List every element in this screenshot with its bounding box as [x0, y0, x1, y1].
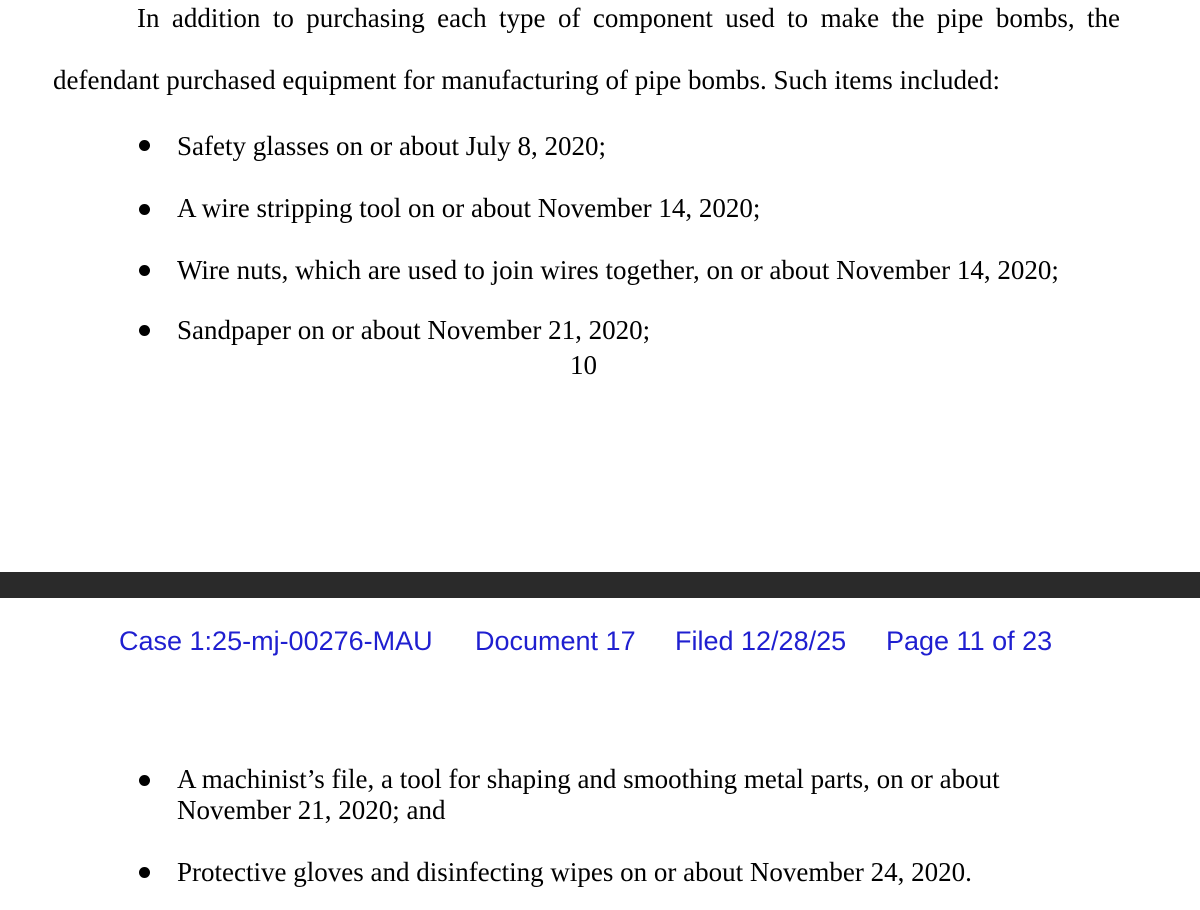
case-number: Case 1:25-mj-00276-MAU — [119, 626, 433, 656]
list-item-text: A machinist’s file, a tool for shaping and smoothing metal parts, on or about November 21, 2020; and — [177, 764, 1000, 825]
bullet-icon — [139, 265, 150, 276]
bullet-icon — [139, 140, 150, 151]
paragraph-line-2: defendant purchased equipment for manufacturing of pipe bombs. Such items included: — [53, 65, 1000, 95]
paragraph-line-1: In addition to purchasing each type of component used to make the pipe bombs, the — [137, 3, 1120, 33]
bullet-icon — [139, 204, 150, 215]
list-item-text: Safety glasses on or about July 8, 2020; — [177, 131, 606, 161]
bullet-icon — [139, 867, 150, 878]
list-item-text: Protective gloves and disinfecting wipes on or about November 24, 2020. — [177, 857, 972, 887]
filed-date: Filed 12/28/25 — [675, 626, 847, 656]
page-separator — [0, 572, 1200, 598]
bullet-icon — [139, 325, 150, 336]
document-number: Document 17 — [475, 626, 636, 656]
page-11-fragment — [0, 598, 1200, 910]
list-item-text: A wire stripping tool on or about November 14, 2020; — [177, 193, 761, 223]
page-number: 10 — [570, 350, 597, 380]
bullet-icon — [139, 775, 150, 786]
list-item-text: Sandpaper on or about November 21, 2020; — [177, 315, 651, 345]
list-item-text: Wire nuts, which are used to join wires together, on or about November 14, 2020; — [177, 255, 1059, 285]
page-count: Page 11 of 23 — [886, 626, 1053, 656]
